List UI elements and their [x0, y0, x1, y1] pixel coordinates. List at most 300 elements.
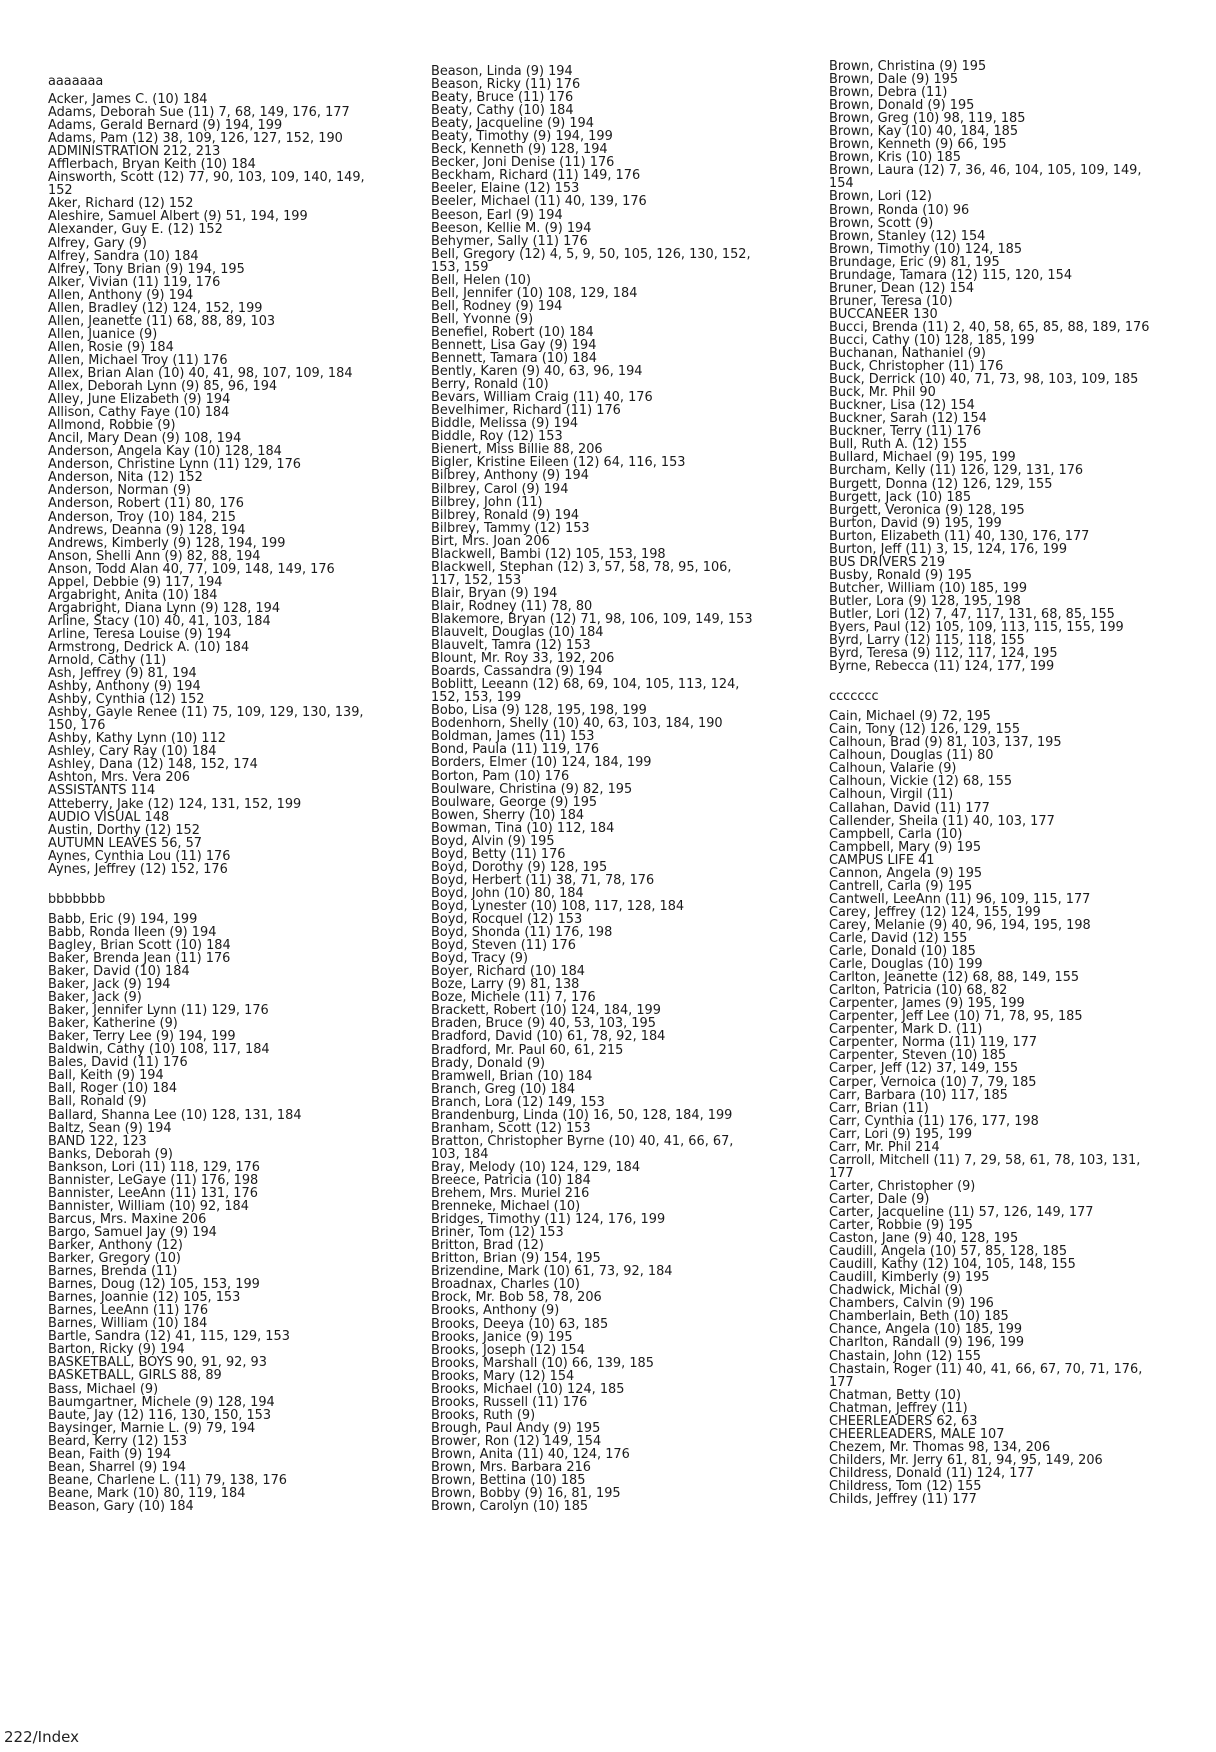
index-entry: Becker, Joni Denise (11) 176	[431, 155, 615, 171]
index-entry: Beeler, Michael (11) 40, 139, 176	[431, 194, 647, 210]
index-entry-continuation: 103, 184	[431, 1146, 489, 1162]
index-entry: AUDIO VISUAL 148	[48, 809, 170, 825]
index-entry: Britton, Brad (12)	[431, 1238, 544, 1254]
index-entry: BASKETBALL, GIRLS 88, 89	[48, 1368, 222, 1384]
index-entry: Carpenter, Mark D. (11)	[829, 1022, 983, 1038]
index-entry: Ancil, Mary Dean (9) 108, 194	[48, 431, 242, 447]
index-entry: Birt, Mrs. Joan 206	[431, 533, 550, 549]
index-entry: Argabright, Diana Lynn (9) 128, 194	[48, 600, 281, 616]
index-entry: Beeson, Kellie M. (9) 194	[431, 220, 592, 236]
index-entry: Baker, Terry Lee (9) 194, 199	[48, 1029, 236, 1045]
index-entry: Allen, Bradley (12) 124, 152, 199	[48, 300, 263, 316]
index-entry: Bannister, William (10) 92, 184	[48, 1198, 249, 1214]
section-letter-header: aaaaaaa	[48, 74, 104, 89]
index-entry: Brown, Scott (9)	[829, 215, 934, 231]
index-entry: Brooks, Russell (11) 176	[431, 1394, 588, 1410]
index-entry: Banks, Deborah (9)	[48, 1146, 173, 1162]
index-entry: Ashby, Gayle Renee (11) 75, 109, 129, 130, 139,	[48, 705, 364, 721]
index-entry: Bullard, Michael (9) 195, 199	[829, 450, 1016, 466]
index-entry: Aynes, Cynthia Lou (11) 176	[48, 848, 231, 864]
index-entry: Bilbrey, Ronald (9) 194	[431, 507, 580, 523]
index-entry: Brown, Stanley (12) 154	[829, 228, 986, 244]
index-entry: Brooks, Janice (9) 195	[431, 1329, 573, 1345]
index-entry: Baldwin, Cathy (10) 108, 117, 184	[48, 1042, 270, 1058]
index-entry: Appel, Debbie (9) 117, 194	[48, 574, 223, 590]
index-entry: Baker, Jack (9)	[48, 990, 142, 1006]
index-entry: Bagley, Brian Scott (10) 184	[48, 937, 231, 953]
index-entry: Bodenhorn, Shelly (10) 40, 63, 103, 184, 190	[431, 716, 723, 732]
index-entry: Bales, David (11) 176	[48, 1055, 188, 1071]
index-entry: Carr, Barbara (10) 117, 185	[829, 1087, 1008, 1103]
index-entry: Bramwell, Brian (10) 184	[431, 1068, 593, 1084]
index-entry: Brown, Donald (9) 195	[829, 98, 975, 114]
index-entry: Burton, Jeff (11) 3, 15, 124, 176, 199	[829, 541, 1068, 557]
index-entry: Austin, Dorthy (12) 152	[48, 822, 200, 838]
index-entry: Borton, Pam (10) 176	[431, 768, 570, 784]
index-entry: Barker, Anthony (12)	[48, 1237, 183, 1253]
index-entry: Brooks, Ruth (9)	[431, 1407, 536, 1423]
index-entry: Branch, Lora (12) 149, 153	[431, 1094, 605, 1110]
index-entry: Boyd, Rocquel (12) 153	[431, 912, 583, 928]
index-entry: Adams, Deborah Sue (11) 7, 68, 149, 176, 177	[48, 105, 350, 121]
index-entry: Alfrey, Gary (9)	[48, 235, 147, 251]
index-entry: Afflerbach, Bryan Keith (10) 184	[48, 157, 256, 173]
index-entry: Bannister, LeeAnn (11) 131, 176	[48, 1185, 258, 1201]
index-entry: Brundage, Tamara (12) 115, 120, 154	[829, 267, 1073, 283]
index-entry: Arnold, Cathy (11)	[48, 653, 167, 669]
index-entry: Braden, Bruce (9) 40, 53, 103, 195	[431, 1016, 656, 1032]
index-entry: BUCCANEER 130	[829, 306, 938, 322]
index-entry: Caston, Jane (9) 40, 128, 195	[829, 1231, 1019, 1247]
index-entry: Beaty, Bruce (11) 176	[431, 90, 574, 106]
index-entry: Buchanan, Nathaniel (9)	[829, 346, 986, 362]
index-entry: Allex, Brian Alan (10) 40, 41, 98, 107, 109, 184	[48, 365, 353, 381]
index-entry: Boyd, John (10) 80, 184	[431, 885, 584, 901]
index-entry: Armstrong, Dedrick A. (10) 184	[48, 639, 250, 655]
index-entry: Brooks, Joseph (12) 154	[431, 1342, 585, 1358]
index-entry: Ashton, Mrs. Vera 206	[48, 770, 190, 786]
index-entry: Adams, Gerald Bernard (9) 194, 199	[48, 118, 283, 134]
index-entry: Carle, David (12) 155	[829, 931, 968, 946]
index-entry: Carpenter, Steven (10) 185	[829, 1048, 1007, 1064]
index-entry: Boards, Cassandra (9) 194	[431, 664, 603, 680]
index-entry: Ball, Roger (10) 184	[48, 1081, 178, 1097]
index-entry: Cain, Michael (9) 72, 195	[829, 709, 991, 725]
index-entry: Bell, Jennifer (10) 108, 129, 184	[431, 285, 638, 301]
index-entry: Barnes, Joannie (12) 105, 153	[48, 1290, 241, 1306]
index-entry: Burgett, Veronica (9) 128, 195	[829, 502, 1025, 518]
index-entry: Berry, Ronald (10)	[431, 377, 549, 393]
index-entry: Buck, Christopher (11) 176	[829, 359, 1004, 375]
index-entry: Allen, Rosie (9) 184	[48, 339, 174, 355]
index-entry: Brown, Lori (12)	[829, 189, 932, 205]
index-entry: Chadwick, Michal (9)	[829, 1283, 963, 1299]
index-entry: Carle, Douglas (10) 199	[829, 957, 983, 973]
index-entry: Carey, Melanie (9) 40, 96, 194, 195, 198	[829, 917, 1091, 933]
index-entry: Buckner, Terry (11) 176	[829, 424, 982, 440]
index-entry: CHEERLEADERS, MALE 107	[829, 1426, 1005, 1442]
index-entry: Biddle, Melissa (9) 194	[431, 416, 579, 432]
index-entry: Babb, Ronda Ileen (9) 194	[48, 924, 217, 940]
index-entry: Callender, Sheila (11) 40, 103, 177	[829, 813, 1055, 829]
index-entry: Bell, Rodney (9) 194	[431, 298, 563, 314]
index-entry: Ashby, Kathy Lynn (10) 112	[48, 731, 227, 747]
index-entry: Borders, Elmer (10) 124, 184, 199	[431, 755, 652, 771]
index-entry: Chamberlain, Beth (10) 185	[829, 1309, 1009, 1325]
index-entry: Brown, Ronda (10) 96	[829, 202, 970, 218]
index-entry: Bargo, Samuel Jay (9) 194	[48, 1224, 217, 1240]
index-entry: Ash, Jeffrey (9) 81, 194	[48, 666, 197, 682]
index-entry: Brock, Mr. Bob 58, 78, 206	[431, 1290, 602, 1306]
index-column-2	[431, 65, 753, 1513]
index-entry: Brackett, Robert (10) 124, 184, 199	[431, 1003, 661, 1019]
index-entry: Atteberry, Jake (12) 124, 131, 152, 199	[48, 796, 302, 812]
index-entry: BASKETBALL, BOYS 90, 91, 92, 93	[48, 1355, 267, 1371]
index-entry: Briner, Tom (12) 153	[431, 1225, 564, 1241]
index-entry: ASSISTANTS 114	[48, 783, 156, 799]
index-entry: Anderson, Norman (9)	[48, 483, 191, 499]
index-entry-continuation: 177	[829, 1374, 854, 1390]
index-entry: Baltz, Sean (9) 194	[48, 1120, 172, 1136]
index-entry: Anson, Todd Alan 40, 77, 109, 148, 149, 176	[48, 561, 335, 577]
index-entry: Boyer, Richard (10) 184	[431, 964, 585, 980]
page-footer: 222/Index	[4, 1728, 79, 1746]
index-entry: Cannon, Angela (9) 195	[829, 865, 983, 881]
index-entry: Carpenter, Norma (11) 119, 177	[829, 1035, 1038, 1051]
index-entry: Branham, Scott (12) 153	[431, 1120, 591, 1136]
index-entry: Brown, Laura (12) 7, 36, 46, 104, 105, 109, 149,	[829, 163, 1142, 179]
index-entry: Brown, Kay (10) 40, 184, 185	[829, 124, 1019, 140]
index-entry: Alfrey, Tony Brian (9) 194, 195	[48, 261, 245, 277]
index-entry: Butler, Lora (9) 128, 195, 198	[829, 593, 1021, 609]
index-entry: Alexander, Guy E. (12) 152	[48, 222, 223, 238]
index-entry: Anderson, Troy (10) 184, 215	[48, 509, 236, 525]
index-entry: Byrne, Rebecca (11) 124, 177, 199	[829, 659, 1055, 675]
index-entry: Carlton, Patricia (10) 68, 82	[829, 983, 1008, 999]
index-column-1	[48, 75, 365, 1513]
index-entry: BUS DRIVERS 219	[829, 554, 946, 570]
index-entry: Calhoun, Valarie (9)	[829, 761, 957, 777]
index-entry: Beeler, Elaine (12) 153	[431, 181, 580, 197]
index-entry: Baker, Jennifer Lynn (11) 129, 176	[48, 1003, 269, 1019]
index-entry: Boyd, Steven (11) 176	[431, 938, 576, 954]
index-entry: Boze, Larry (9) 81, 138	[431, 977, 580, 993]
index-entry: Calhoun, Virgil (11)	[829, 787, 954, 803]
index-entry: Boldman, James (11) 153	[431, 729, 595, 745]
index-entry: Buckner, Lisa (12) 154	[829, 398, 975, 414]
index-entry-continuation: 154	[829, 176, 854, 192]
index-entry: Carter, Jacqueline (11) 57, 126, 149, 177	[829, 1204, 1094, 1220]
index-entry: Brown, Kris (10) 185	[829, 150, 961, 166]
index-column-3	[829, 60, 1149, 1506]
index-entry: Brown, Anita (11) 40, 124, 176	[431, 1446, 630, 1462]
index-entry: Breece, Patricia (10) 184	[431, 1172, 591, 1188]
index-entry: Calhoun, Vickie (12) 68, 155	[829, 774, 1013, 790]
index-entry: Carpenter, Jeff Lee (10) 71, 78, 95, 185	[829, 1009, 1083, 1025]
index-entry: Blauvelt, Douglas (10) 184	[431, 625, 604, 641]
index-entry: Allmond, Robbie (9)	[48, 418, 176, 434]
index-entry: Barton, Ricky (9) 194	[48, 1342, 185, 1358]
index-entry: Butcher, William (10) 185, 199	[829, 580, 1028, 596]
index-entry: Carr, Cynthia (11) 176, 177, 198	[829, 1113, 1039, 1129]
index-entry: Baker, David (10) 184	[48, 964, 190, 979]
index-entry: Bevars, William Craig (11) 40, 176	[431, 390, 653, 406]
index-entry: Bienert, Miss Billie 88, 206	[431, 442, 603, 458]
index-entry: Caudill, Kimberly (9) 195	[829, 1270, 990, 1286]
index-entry: Broadnax, Charles (10)	[431, 1277, 580, 1293]
index-entry: Bean, Faith (9) 194	[48, 1446, 172, 1462]
index-entry: Bass, Michael (9)	[48, 1381, 159, 1397]
index-entry: Acker, James C. (10) 184	[48, 92, 208, 107]
section-letter-header: ccccccc	[829, 689, 879, 705]
index-entry: Butler, Lori (12) 7, 47, 117, 131, 68, 85, 155	[829, 606, 1115, 622]
index-entry: Anderson, Robert (11) 80, 176	[48, 496, 244, 512]
index-entry: Bobo, Lisa (9) 128, 195, 198, 199	[431, 703, 647, 719]
index-entry: Brown, Christina (9) 195	[829, 59, 987, 74]
index-entry: Boyd, Tracy (9)	[431, 951, 528, 967]
index-entry: Brower, Ron (12) 149, 154	[431, 1433, 602, 1449]
index-entry: Byers, Paul (12) 105, 109, 113, 115, 155, 199	[829, 620, 1124, 636]
index-entry: Blackwell, Stephan (12) 3, 57, 58, 78, 95, 106,	[431, 559, 732, 575]
index-entry: Calhoun, Brad (9) 81, 103, 137, 195	[829, 735, 1062, 751]
index-entry: Boze, Michele (11) 7, 176	[431, 990, 596, 1006]
index-entry: Aleshire, Samuel Albert (9) 51, 194, 199	[48, 209, 308, 225]
index-entry: Carr, Lori (9) 195, 199	[829, 1126, 973, 1142]
index-entry: Barnes, LeeAnn (11) 176	[48, 1303, 209, 1319]
index-entry: Cantrell, Carla (9) 195	[829, 878, 973, 894]
index-entry: Chance, Angela (10) 185, 199	[829, 1322, 1023, 1338]
index-entry: Boulware, Christina (9) 82, 195	[431, 781, 633, 797]
index-entry: Beason, Gary (10) 184	[48, 1498, 194, 1514]
index-entry: Bilbrey, Carol (9) 194	[431, 481, 569, 497]
index-entry: Brandenburg, Linda (10) 16, 50, 128, 184, 199	[431, 1107, 733, 1123]
index-entry: Burton, Elizabeth (11) 40, 130, 176, 177	[829, 528, 1090, 544]
index-entry: Baysinger, Marnie L. (9) 79, 194	[48, 1420, 256, 1436]
index-entry-continuation: 117, 152, 153	[431, 572, 522, 588]
index-entry: Carter, Dale (9)	[829, 1191, 930, 1207]
index-entry: Ashby, Anthony (9) 194	[48, 679, 201, 695]
index-entry: Boyd, Alvin (9) 195	[431, 833, 555, 849]
index-entry: Bennett, Lisa Gay (9) 194	[431, 337, 597, 353]
index-entry: Bruner, Teresa (10)	[829, 293, 953, 309]
index-entry: Barnes, Doug (12) 105, 153, 199	[48, 1277, 260, 1293]
index-entry: Blakemore, Bryan (12) 71, 98, 106, 109, 149, 153	[431, 611, 753, 627]
index-entry: Caudill, Angela (10) 57, 85, 128, 185	[829, 1244, 1068, 1260]
index-entry: Boblitt, Leeann (12) 68, 69, 104, 105, 113, 124,	[431, 677, 740, 693]
index-entry: Beason, Linda (9) 194	[431, 64, 573, 79]
index-entry: Carr, Brian (11)	[829, 1100, 929, 1116]
index-entry: Brown, Mrs. Barbara 216	[431, 1460, 592, 1476]
index-entry: Bevelhimer, Richard (11) 176	[431, 403, 621, 419]
index-entry: Bilbrey, John (11)	[431, 494, 543, 510]
index-entry: Beard, Kerry (12) 153	[48, 1433, 188, 1449]
index-entry: Brenneke, Michael (10)	[431, 1199, 581, 1215]
index-entry: Ball, Keith (9) 194	[48, 1068, 164, 1084]
index-entry: AUTUMN LEAVES 56, 57	[48, 835, 202, 851]
index-entry-continuation: 152, 153, 199	[431, 690, 522, 706]
index-entry: Baker, Katherine (9)	[48, 1016, 178, 1032]
index-entry: Carper, Vernoica (10) 7, 79, 185	[829, 1074, 1037, 1090]
index-entry: Brooks, Marshall (10) 66, 139, 185	[431, 1355, 654, 1371]
index-entry: Blount, Mr. Roy 33, 192, 206	[431, 651, 615, 667]
index-entry: Buck, Derrick (10) 40, 71, 73, 98, 103, 109, 185	[829, 372, 1139, 388]
index-entry: Bilbrey, Tammy (12) 153	[431, 520, 590, 536]
index-entry: Barcus, Mrs. Maxine 206	[48, 1211, 207, 1227]
index-entry: Chambers, Calvin (9) 196	[829, 1296, 994, 1312]
index-entry: Bridges, Timothy (11) 124, 176, 199	[431, 1212, 666, 1228]
index-entry: Babb, Eric (9) 194, 199	[48, 911, 198, 927]
index-entry: Adams, Pam (12) 38, 109, 126, 127, 152, 190	[48, 131, 343, 147]
index-entry-continuation: 152	[48, 183, 73, 199]
index-entry-continuation: 150, 176	[48, 718, 106, 734]
index-entry: Arline, Teresa Louise (9) 194	[48, 626, 232, 642]
index-entry: Anderson, Christine Lynn (11) 129, 176	[48, 457, 301, 473]
index-entry: Chatman, Jeffrey (11)	[829, 1400, 968, 1416]
index-entry: Blair, Bryan (9) 194	[431, 585, 558, 601]
index-entry: Anson, Shelli Ann (9) 82, 88, 194	[48, 548, 261, 564]
index-entry: Brundage, Eric (9) 81, 195	[829, 254, 1000, 270]
index-entry: Brown, Kenneth (9) 66, 195	[829, 137, 1007, 153]
index-entry-continuation: 177	[829, 1165, 854, 1181]
index-entry: Branch, Greg (10) 184	[431, 1081, 576, 1097]
index-entry: Childs, Jeffrey (11) 177	[829, 1492, 977, 1508]
index-entry: Busby, Ronald (9) 195	[829, 567, 972, 583]
index-entry: Ball, Ronald (9)	[48, 1094, 147, 1110]
index-entry: Burgett, Jack (10) 185	[829, 489, 972, 505]
index-entry: Childress, Donald (11) 124, 177	[829, 1465, 1034, 1481]
index-entry: Bull, Ruth A. (12) 155	[829, 437, 968, 453]
index-entry: Ainsworth, Scott (12) 77, 90, 103, 109, 140, 149,	[48, 170, 365, 186]
index-entry: Allex, Deborah Lynn (9) 85, 96, 194	[48, 379, 278, 395]
index-entry: Britton, Brian (9) 154, 195	[431, 1251, 601, 1267]
index-entry: Burgett, Donna (12) 126, 129, 155	[829, 476, 1053, 492]
index-entry: Brooks, Anthony (9)	[431, 1303, 560, 1319]
index-entry: Boyd, Shonda (11) 176, 198	[431, 925, 613, 941]
index-entry: Allen, Anthony (9) 194	[48, 287, 194, 303]
index-entry: Ashby, Cynthia (12) 152	[48, 692, 205, 708]
index-entry: Bartle, Sandra (12) 41, 115, 129, 153	[48, 1329, 290, 1345]
index-entry: Alfrey, Sandra (10) 184	[48, 248, 199, 264]
index-entry: Bray, Melody (10) 124, 129, 184	[431, 1159, 641, 1175]
index-entry: Carroll, Mitchell (11) 7, 29, 58, 61, 78, 103, 131,	[829, 1152, 1141, 1168]
index-entry: Boyd, Betty (11) 176	[431, 846, 566, 862]
index-entry: Carter, Robbie (9) 195	[829, 1218, 973, 1234]
index-entry: Brizendine, Mark (10) 61, 73, 92, 184	[431, 1264, 673, 1280]
index-entry: Boyd, Lynester (10) 108, 117, 128, 184	[431, 899, 685, 914]
index-entry: Brooks, Michael (10) 124, 185	[431, 1381, 625, 1397]
index-entry: Beason, Ricky (11) 176	[431, 77, 581, 93]
index-entry: CHEERLEADERS 62, 63	[829, 1413, 978, 1429]
index-entry: Bigler, Kristine Eileen (12) 64, 116, 153	[431, 455, 686, 471]
index-entry: Bruner, Dean (12) 154	[829, 280, 975, 296]
index-entry: Carpenter, James (9) 195, 199	[829, 996, 1025, 1012]
index-entry: CAMPUS LIFE 41	[829, 852, 935, 868]
index-entry: Carlton, Jeanette (12) 68, 88, 149, 155	[829, 970, 1080, 986]
index-entry: Bannister, LeGaye (11) 176, 198	[48, 1172, 259, 1188]
index-entry: Chastain, Roger (11) 40, 41, 66, 67, 70, 71, 176,	[829, 1361, 1143, 1377]
index-entry: Bucci, Brenda (11) 2, 40, 58, 65, 85, 88, 189, 176	[829, 319, 1150, 335]
index-entry: Boyd, Dorothy (9) 128, 195	[431, 859, 608, 875]
index-entry: Buckner, Sarah (12) 154	[829, 411, 987, 427]
index-entry: Brooks, Deeya (10) 63, 185	[431, 1316, 609, 1332]
index-entry: Alley, June Elizabeth (9) 194	[48, 392, 231, 408]
index-entry: Buck, Mr. Phil 90	[829, 385, 936, 401]
index-entry: Allen, Jeanette (11) 68, 88, 89, 103	[48, 313, 276, 329]
index-entry: Beeson, Earl (9) 194	[431, 207, 563, 223]
index-entry: Campbell, Mary (9) 195	[829, 839, 982, 855]
index-entry: Benefiel, Robert (10) 184	[431, 324, 594, 340]
index-entry: Campbell, Carla (10)	[829, 826, 963, 842]
section-letter-header: bbbbbbb	[48, 891, 106, 907]
index-entry: Bond, Paula (11) 119, 176	[431, 742, 600, 758]
index-entry: Argabright, Anita (10) 184	[48, 587, 218, 603]
index-entry: Beaty, Jacqueline (9) 194	[431, 116, 594, 132]
index-entry: Beck, Kenneth (9) 128, 194	[431, 142, 608, 158]
index-entry: Brown, Bettina (10) 185	[431, 1473, 586, 1489]
index-entry: Burcham, Kelly (11) 126, 129, 131, 176	[829, 463, 1084, 479]
index-entry: Biddle, Roy (12) 153	[431, 429, 563, 445]
index-entry: Bucci, Cathy (10) 128, 185, 199	[829, 332, 1035, 348]
index-entry: ADMINISTRATION 212, 213	[48, 144, 221, 160]
index-entry: Boyd, Herbert (11) 38, 71, 78, 176	[431, 872, 655, 888]
index-entry: Calhoun, Douglas (11) 80	[829, 748, 994, 764]
index-entry: Cantwell, LeeAnn (11) 96, 109, 115, 177	[829, 891, 1091, 907]
index-entry: Allen, Juanice (9)	[48, 326, 158, 342]
index-entry: Burton, David (9) 195, 199	[829, 515, 1002, 531]
index-entry: Callahan, David (11) 177	[829, 800, 990, 816]
index-entry: Beane, Mark (10) 80, 119, 184	[48, 1485, 246, 1501]
index-entry: Blair, Rodney (11) 78, 80	[431, 598, 593, 614]
index-entry: Brown, Carolyn (10) 185	[431, 1499, 589, 1515]
index-entry: Blauvelt, Tamra (12) 153	[431, 638, 591, 654]
index-entry: Anderson, Nita (12) 152	[48, 470, 203, 486]
index-entry: Bowen, Sherry (10) 184	[431, 807, 585, 823]
index-entry: Brough, Paul Andy (9) 195	[431, 1420, 601, 1436]
index-entry: Aker, Richard (12) 152	[48, 196, 194, 212]
index-entry: Bankson, Lori (11) 118, 129, 176	[48, 1159, 260, 1175]
index-entry: Bean, Sharrel (9) 194	[48, 1459, 186, 1475]
index-entry: Beaty, Timothy (9) 194, 199	[431, 129, 613, 145]
index-entry: Anderson, Angela Kay (10) 128, 184	[48, 444, 282, 460]
index-entry: Ballard, Shanna Lee (10) 128, 131, 184	[48, 1107, 302, 1123]
index-entry: Brooks, Mary (12) 154	[431, 1368, 575, 1384]
index-entry: Bilbrey, Anthony (9) 194	[431, 468, 589, 484]
index-entry: Baumgartner, Michele (9) 128, 194	[48, 1394, 275, 1410]
index-entry: Childress, Tom (12) 155	[829, 1478, 982, 1494]
index-entry: Beckham, Richard (11) 149, 176	[431, 168, 641, 184]
index-entry: Cain, Tony (12) 126, 129, 155	[829, 722, 1021, 738]
index-entry: Bell, Yvonne (9)	[431, 311, 534, 327]
index-entry: Childers, Mr. Jerry 61, 81, 94, 95, 149, 206	[829, 1452, 1103, 1468]
index-entry: Bell, Helen (10)	[431, 272, 531, 288]
index-entry: Bradford, David (10) 61, 78, 92, 184	[431, 1029, 666, 1045]
index-entry: Carey, Jeffrey (12) 124, 155, 199	[829, 904, 1041, 920]
index-entry: Barnes, William (10) 184	[48, 1316, 208, 1332]
index-entry: Andrews, Deanna (9) 128, 194	[48, 522, 246, 538]
index-entry: Aynes, Jeffrey (12) 152, 176	[48, 861, 228, 877]
index-entry: Alker, Vivian (11) 119, 176	[48, 274, 221, 290]
index-entry: Allen, Michael Troy (11) 176	[48, 352, 228, 368]
index-entry: Baute, Jay (12) 116, 130, 150, 153	[48, 1407, 272, 1423]
index-entry: Bell, Gregory (12) 4, 5, 9, 50, 105, 126, 130, 152,	[431, 246, 751, 262]
index-entry: Barker, Gregory (10)	[48, 1251, 181, 1267]
index-entry: Brown, Bobby (9) 16, 81, 195	[431, 1486, 621, 1502]
index-entry: Andrews, Kimberly (9) 128, 194, 199	[48, 535, 286, 551]
index-entry: Brehem, Mrs. Muriel 216	[431, 1186, 590, 1202]
index-entry: Barnes, Brenda (11)	[48, 1264, 178, 1280]
index-entry: Allison, Cathy Faye (10) 184	[48, 405, 230, 421]
index-entry: Behymer, Sally (11) 176	[431, 233, 588, 249]
